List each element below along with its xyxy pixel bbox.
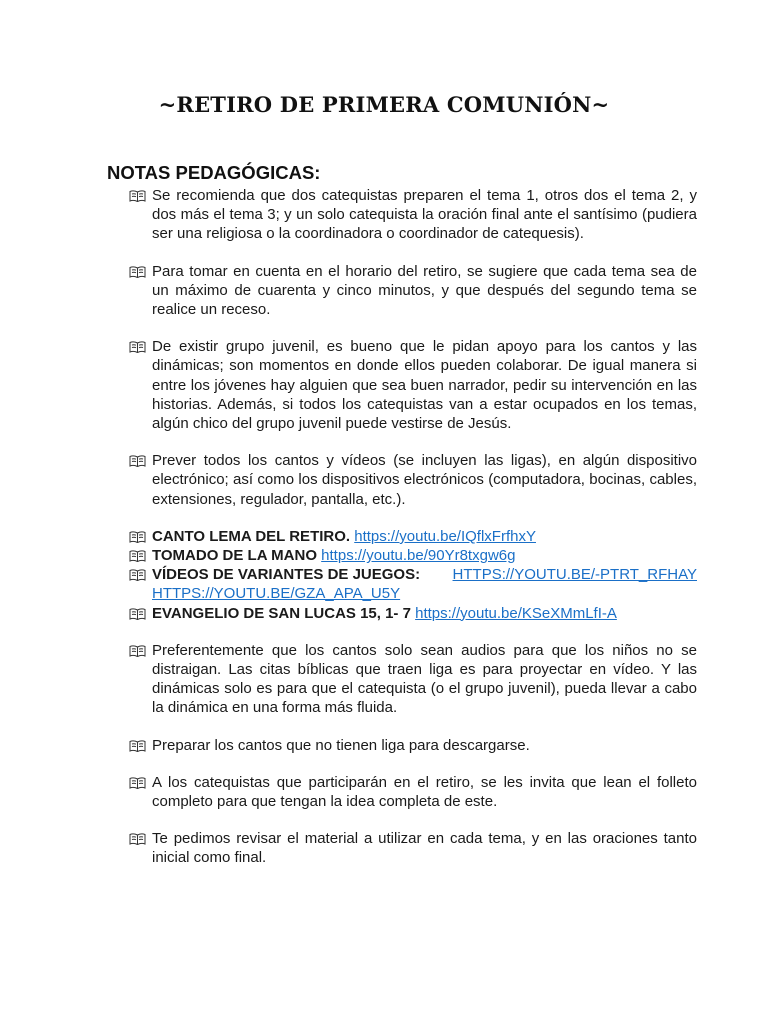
youtube-link[interactable]: https://youtu.be/90Yr8txgw6g — [321, 547, 516, 565]
note-text: Te pedimos revisar el material a utilizar en cada tema, y en las oraciones tanto inicial como final. — [152, 830, 697, 867]
media-link-item — [129, 565, 697, 603]
list-item — [129, 641, 697, 718]
open-book-icon — [129, 644, 146, 658]
media-label: EVANGELIO DE SAN LUCAS 15, 1- 7 — [152, 604, 411, 622]
open-book-icon — [129, 454, 146, 468]
media-link-item — [129, 546, 697, 565]
open-book-icon — [129, 568, 146, 582]
youtube-link[interactable]: https://youtu.be/KSeXMmLfI-A — [415, 604, 617, 622]
open-book-icon — [129, 739, 146, 753]
media-label: CANTO LEMA DEL RETIRO. — [152, 527, 351, 545]
note-text: Preparar los cantos que no tienen liga para descargarse. — [152, 736, 530, 754]
open-book-icon — [129, 340, 146, 354]
note-text: Para tomar en cuenta en el horario del retiro, se sugiere que cada tema sea de un máximo de cuarenta y cinco minutos, y que después del segundo tema se realice un receso. — [152, 262, 697, 319]
open-book-icon — [129, 776, 146, 790]
list-item — [129, 186, 697, 244]
notes-list — [129, 186, 697, 868]
open-book-icon — [129, 549, 146, 563]
list-item — [129, 736, 697, 755]
list-item — [129, 451, 697, 509]
media-link-item — [129, 604, 697, 623]
open-book-icon — [129, 530, 146, 544]
open-book-icon — [129, 832, 146, 846]
media-link-item — [129, 527, 697, 546]
media-line — [152, 565, 697, 584]
note-text: Preferentemente que los cantos solo sean audios para que los niños no se distraigan. Las citas bíblicas que traen liga es para proyectar en vídeo. Y las dinámicas solo es para que el catequista (o el grupo juvenil), pueda llevar a cabo la dinámica en una forma más fluida. — [152, 641, 697, 717]
note-text: De existir grupo juvenil, es bueno que le pidan apoyo para los cantos y las dinámicas; son momentos en donde ellos pueden colaborar. De igual manera si entre los jóvenes hay alguien que sea buen narrador, pedir su intervención en las historias. Además, si todos los catequistas van a estar ocupados en los temas, algún chico del grupo juvenil puede vestirse de Jesús. — [152, 338, 697, 433]
media-line — [152, 584, 697, 603]
section-heading: NOTAS PEDAGÓGICAS: — [107, 162, 321, 183]
list-item — [129, 829, 697, 867]
youtube-link[interactable]: HTTPS://YOUTU.BE/-PTRT_RFHAY — [452, 566, 697, 584]
page-title: ~RETIRO DE PRIMERA COMUNIÓN~ — [158, 92, 610, 117]
list-item — [129, 262, 697, 320]
note-text: Se recomienda que dos catequistas preparen el tema 1, otros dos el tema 2, y dos más el tema 3; y un solo catequista la oración final ante el santísimo (pudiera ser una religiosa o la coordinadora o coordinador de catequesis). — [152, 187, 697, 243]
note-text: Prever todos los cantos y vídeos (se incluyen las ligas), en algún dispositivo electrónico; así como los dispositivos electrónicos (computadora, bocinas, cables, extensiones, regulador, pantalla, etc.). — [152, 452, 697, 508]
media-label: VÍDEOS DE VARIANTES DE JUEGOS: — [152, 566, 421, 584]
youtube-link[interactable]: https://youtu.be/IQflxFrfhxY — [354, 527, 536, 545]
youtube-link[interactable]: HTTPS://YOUTU.BE/GZA_APA_U5Y — [152, 585, 401, 603]
open-book-icon — [129, 607, 146, 621]
note-text: A los catequistas que participarán en el retiro, se les invita que lean el folleto completo para que tengan la idea completa de este. — [152, 773, 697, 811]
list-item — [129, 773, 697, 811]
list-item — [129, 337, 697, 433]
open-book-icon — [129, 265, 146, 279]
open-book-icon — [129, 189, 146, 203]
media-label: TOMADO DE LA MANO — [152, 547, 317, 565]
